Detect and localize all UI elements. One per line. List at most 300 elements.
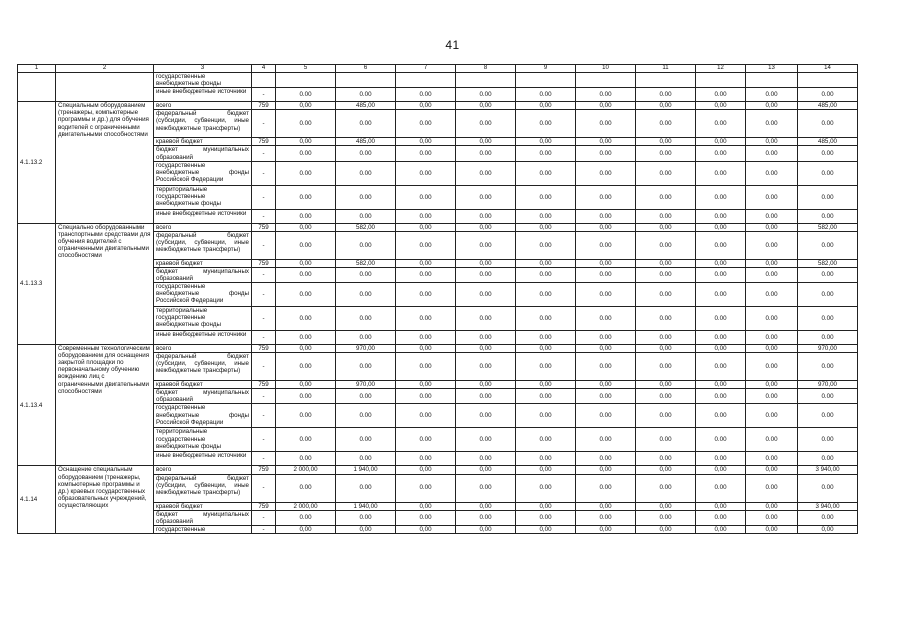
- value-cell-col10: 0.00: [576, 110, 636, 138]
- funding-source-cell: территориальные государственные внебюджетные фонды: [154, 307, 252, 331]
- table-row: [18, 102, 858, 110]
- funding-source-cell: иные внебюджетные источники: [154, 88, 252, 102]
- value-cell-col6: 0.00: [336, 161, 396, 185]
- value-cell-col7: 0.00: [396, 331, 456, 345]
- value-cell-col13: 0.00: [746, 185, 798, 209]
- value-cell-col10: 0.00: [576, 404, 636, 428]
- funding-source-cell: государственные внебюджетные фонды Российской Федерации: [154, 161, 252, 185]
- value-cell-col5: 0.00: [276, 146, 336, 161]
- value-cell-col6: 582,00: [336, 223, 396, 231]
- value-cell-col11: 0,00: [636, 525, 696, 533]
- value-cell-col9: 0.00: [516, 161, 576, 185]
- column-header-13: 13: [746, 65, 798, 73]
- value-cell-col6: 0.00: [336, 88, 396, 102]
- value-cell-col11: 0,00: [636, 102, 696, 110]
- value-cell-col5: 0.00: [276, 428, 336, 452]
- value-cell-col14: 582,00: [798, 259, 858, 267]
- value-cell-col4: -: [252, 452, 276, 466]
- value-cell-col10: 0.00: [576, 389, 636, 404]
- value-cell-col11: 0.00: [636, 404, 696, 428]
- value-cell-col5: 0,00: [276, 259, 336, 267]
- value-cell-col10: 0.00: [576, 307, 636, 331]
- value-cell-col4: -: [252, 404, 276, 428]
- value-cell-col5: 0,00: [276, 525, 336, 533]
- value-cell-col6: 0.00: [336, 267, 396, 282]
- value-cell-col14: 0.00: [798, 404, 858, 428]
- value-cell-col12: 0,00: [696, 381, 746, 389]
- value-cell-col9: 0.00: [516, 209, 576, 223]
- value-cell-col9: 0.00: [516, 474, 576, 502]
- value-cell-col4: -: [252, 474, 276, 502]
- value-cell-col11: 0,00: [636, 259, 696, 267]
- value-cell-col7: 0.00: [396, 185, 456, 209]
- value-cell-col10: 0.00: [576, 474, 636, 502]
- value-cell-col9: 0.00: [516, 146, 576, 161]
- value-cell-col14: 970,00: [798, 345, 858, 353]
- value-cell-col12: 0.00: [696, 389, 746, 404]
- value-cell-col14: 0.00: [798, 283, 858, 307]
- value-cell-col7: 0.00: [396, 267, 456, 282]
- value-cell-col6: [336, 73, 396, 88]
- value-cell-col7: 0.00: [396, 389, 456, 404]
- code-cell: [18, 73, 56, 102]
- value-cell-col6: 582,00: [336, 259, 396, 267]
- value-cell-col13: 0.00: [746, 404, 798, 428]
- value-cell-col7: 0,00: [396, 223, 456, 231]
- item-code-cell: 4.1.13.2: [18, 102, 56, 223]
- column-header-10: 10: [576, 65, 636, 73]
- value-cell-col8: 0.00: [456, 404, 516, 428]
- column-header-2: 2: [56, 65, 154, 73]
- value-cell-col6: 0.00: [336, 283, 396, 307]
- value-cell-col11: 0.00: [636, 110, 696, 138]
- value-cell-col5: [276, 73, 336, 88]
- value-cell-col5: 0.00: [276, 231, 336, 259]
- value-cell-col11: 0.00: [636, 161, 696, 185]
- funding-source-cell: государственные: [154, 525, 252, 533]
- value-cell-col5: 0.00: [276, 88, 336, 102]
- funding-source-cell: всего: [154, 102, 252, 110]
- value-cell-col10: 0,00: [576, 502, 636, 510]
- value-cell-col13: 0.00: [746, 307, 798, 331]
- value-cell-col14: 0.00: [798, 161, 858, 185]
- value-cell-col7: 0,00: [396, 259, 456, 267]
- value-cell-col6: 0.00: [336, 146, 396, 161]
- value-cell-col10: 0,00: [576, 345, 636, 353]
- value-cell-col11: 0.00: [636, 353, 696, 381]
- value-cell-col8: 0.00: [456, 331, 516, 345]
- value-cell-col14: 0.00: [798, 110, 858, 138]
- value-cell-col12: 0.00: [696, 209, 746, 223]
- value-cell-col11: 0.00: [636, 88, 696, 102]
- value-cell-col12: 0.00: [696, 146, 746, 161]
- value-cell-col7: 0,00: [396, 502, 456, 510]
- name-cell: [56, 73, 154, 102]
- column-header-5: 5: [276, 65, 336, 73]
- value-cell-col12: 0.00: [696, 404, 746, 428]
- value-cell-col8: 0.00: [456, 389, 516, 404]
- value-cell-col14: 0.00: [798, 307, 858, 331]
- value-cell-col7: 0,00: [396, 138, 456, 146]
- value-cell-col13: 0.00: [746, 110, 798, 138]
- value-cell-col6: 0.00: [336, 331, 396, 345]
- value-cell-col11: 0.00: [636, 283, 696, 307]
- value-cell-col10: 0,00: [576, 381, 636, 389]
- value-cell-col9: 0.00: [516, 110, 576, 138]
- value-cell-col8: 0.00: [456, 283, 516, 307]
- value-cell-col14: 3 940,00: [798, 466, 858, 474]
- item-name-cell: Специально оборудованными транспортными средствами для обучения водителей с ограниченными двигательными способностями: [56, 223, 154, 344]
- column-header-14: 14: [798, 65, 858, 73]
- value-cell-col5: 0.00: [276, 331, 336, 345]
- value-cell-col4: 759: [252, 502, 276, 510]
- item-code-cell: 4.1.13.4: [18, 345, 56, 466]
- value-cell-col6: 0.00: [336, 474, 396, 502]
- value-cell-col4: 759: [252, 102, 276, 110]
- value-cell-col9: 0,00: [516, 102, 576, 110]
- value-cell-col5: 0.00: [276, 185, 336, 209]
- value-cell-col12: 0.00: [696, 231, 746, 259]
- value-cell-col9: 0.00: [516, 283, 576, 307]
- value-cell-col4: [252, 73, 276, 88]
- value-cell-col10: 0.00: [576, 88, 636, 102]
- value-cell-col8: 0,00: [456, 466, 516, 474]
- funding-source-cell: территориальные государственные внебюджетные фонды: [154, 185, 252, 209]
- value-cell-col14: [798, 73, 858, 88]
- value-cell-col8: 0,00: [456, 102, 516, 110]
- value-cell-col12: [696, 73, 746, 88]
- value-cell-col8: 0.00: [456, 231, 516, 259]
- value-cell-col13: 0.00: [746, 331, 798, 345]
- value-cell-col4: -: [252, 209, 276, 223]
- value-cell-col10: [576, 73, 636, 88]
- value-cell-col6: 1 940,00: [336, 502, 396, 510]
- value-cell-col5: 0.00: [276, 161, 336, 185]
- item-code-cell: 4.1.14: [18, 466, 56, 533]
- value-cell-col10: 0.00: [576, 283, 636, 307]
- value-cell-col11: 0,00: [636, 223, 696, 231]
- value-cell-col14: 0.00: [798, 185, 858, 209]
- value-cell-col13: 0,00: [746, 102, 798, 110]
- value-cell-col12: 0.00: [696, 88, 746, 102]
- value-cell-col4: 759: [252, 259, 276, 267]
- value-cell-col11: 0.00: [636, 428, 696, 452]
- value-cell-col13: 0,00: [746, 466, 798, 474]
- value-cell-col14: 0.00: [798, 353, 858, 381]
- value-cell-col8: 0.00: [456, 428, 516, 452]
- funding-source-cell: иные внебюджетные источники: [154, 452, 252, 466]
- value-cell-col6: 0.00: [336, 231, 396, 259]
- value-cell-col10: 0.00: [576, 452, 636, 466]
- value-cell-col14: 0.00: [798, 331, 858, 345]
- value-cell-col8: [456, 73, 516, 88]
- value-cell-col9: 0,00: [516, 259, 576, 267]
- value-cell-col14: 0.00: [798, 474, 858, 502]
- value-cell-col9: 0.00: [516, 231, 576, 259]
- value-cell-col14: 0.00: [798, 452, 858, 466]
- table-row: [18, 223, 858, 231]
- value-cell-col14: 0,00: [798, 525, 858, 533]
- value-cell-col13: 0.00: [746, 283, 798, 307]
- value-cell-col5: 0,00: [276, 223, 336, 231]
- value-cell-col11: 0.00: [636, 510, 696, 525]
- value-cell-col9: 0,00: [516, 502, 576, 510]
- value-cell-col13: 0.00: [746, 231, 798, 259]
- value-cell-col6: 0,00: [336, 525, 396, 533]
- value-cell-col9: 0.00: [516, 267, 576, 282]
- value-cell-col4: 759: [252, 223, 276, 231]
- value-cell-col14: 0.00: [798, 209, 858, 223]
- value-cell-col4: -: [252, 283, 276, 307]
- value-cell-col14: 3 940,00: [798, 502, 858, 510]
- value-cell-col9: 0.00: [516, 353, 576, 381]
- value-cell-col7: 0.00: [396, 110, 456, 138]
- value-cell-col6: 0.00: [336, 185, 396, 209]
- table-row: [18, 466, 858, 474]
- value-cell-col8: 0.00: [456, 510, 516, 525]
- value-cell-col9: 0.00: [516, 452, 576, 466]
- value-cell-col6: 0.00: [336, 404, 396, 428]
- value-cell-col5: 0,00: [276, 345, 336, 353]
- value-cell-col9: 0.00: [516, 185, 576, 209]
- value-cell-col13: 0.00: [746, 389, 798, 404]
- column-header-11: 11: [636, 65, 696, 73]
- funding-source-cell: иные внебюджетные источники: [154, 331, 252, 345]
- value-cell-col9: 0.00: [516, 510, 576, 525]
- value-cell-col11: 0,00: [636, 138, 696, 146]
- value-cell-col8: 0.00: [456, 474, 516, 502]
- value-cell-col8: 0.00: [456, 110, 516, 138]
- value-cell-col7: 0.00: [396, 88, 456, 102]
- funding-source-cell: краевой бюджет: [154, 502, 252, 510]
- value-cell-col10: 0.00: [576, 428, 636, 452]
- value-cell-col8: 0,00: [456, 525, 516, 533]
- value-cell-col5: 0,00: [276, 138, 336, 146]
- value-cell-col12: 0.00: [696, 161, 746, 185]
- value-cell-col12: 0.00: [696, 283, 746, 307]
- value-cell-col4: -: [252, 231, 276, 259]
- value-cell-col13: [746, 73, 798, 88]
- header-row: [18, 65, 858, 73]
- value-cell-col13: 0,00: [746, 381, 798, 389]
- value-cell-col12: 0,00: [696, 525, 746, 533]
- value-cell-col10: 0.00: [576, 331, 636, 345]
- budget-table: [17, 64, 858, 534]
- value-cell-col10: 0.00: [576, 231, 636, 259]
- value-cell-col11: 0.00: [636, 474, 696, 502]
- value-cell-col12: 0,00: [696, 466, 746, 474]
- value-cell-col8: 0.00: [456, 161, 516, 185]
- funding-source-cell: всего: [154, 223, 252, 231]
- funding-source-cell: территориальные государственные внебюджетные фонды: [154, 428, 252, 452]
- value-cell-col8: 0.00: [456, 307, 516, 331]
- value-cell-col11: 0.00: [636, 389, 696, 404]
- value-cell-col5: 0.00: [276, 404, 336, 428]
- value-cell-col11: 0.00: [636, 452, 696, 466]
- value-cell-col14: 0.00: [798, 428, 858, 452]
- value-cell-col9: 0.00: [516, 428, 576, 452]
- value-cell-col9: 0.00: [516, 389, 576, 404]
- value-cell-col4: -: [252, 110, 276, 138]
- value-cell-col8: 0.00: [456, 185, 516, 209]
- value-cell-col14: 582,00: [798, 223, 858, 231]
- value-cell-col12: 0,00: [696, 259, 746, 267]
- value-cell-col13: 0.00: [746, 452, 798, 466]
- value-cell-col11: 0.00: [636, 185, 696, 209]
- value-cell-col5: 0.00: [276, 110, 336, 138]
- value-cell-col14: 0.00: [798, 267, 858, 282]
- value-cell-col5: 0.00: [276, 267, 336, 282]
- value-cell-col12: 0.00: [696, 510, 746, 525]
- value-cell-col10: 0,00: [576, 466, 636, 474]
- value-cell-col9: 0,00: [516, 138, 576, 146]
- value-cell-col12: 0.00: [696, 185, 746, 209]
- value-cell-col10: 0,00: [576, 525, 636, 533]
- table-row: [18, 345, 858, 353]
- value-cell-col6: 0.00: [336, 452, 396, 466]
- value-cell-col6: 970,00: [336, 381, 396, 389]
- value-cell-col11: 0,00: [636, 345, 696, 353]
- value-cell-col7: 0.00: [396, 353, 456, 381]
- value-cell-col10: 0.00: [576, 267, 636, 282]
- column-header-3: 3: [154, 65, 252, 73]
- funding-source-cell: краевой бюджет: [154, 259, 252, 267]
- column-header-8: 8: [456, 65, 516, 73]
- value-cell-col4: -: [252, 389, 276, 404]
- value-cell-col5: 0.00: [276, 307, 336, 331]
- value-cell-col6: 485,00: [336, 138, 396, 146]
- value-cell-col5: 0.00: [276, 510, 336, 525]
- value-cell-col11: 0,00: [636, 381, 696, 389]
- value-cell-col4: -: [252, 353, 276, 381]
- funding-source-cell: бюджет муниципальных образований: [154, 389, 252, 404]
- page-number: 41: [445, 38, 460, 52]
- value-cell-col14: 485,00: [798, 138, 858, 146]
- value-cell-col9: 0,00: [516, 525, 576, 533]
- value-cell-col9: 0,00: [516, 345, 576, 353]
- funding-source-cell: федеральный бюджет (субсидии, субвенции, иные межбюджетные трансферты): [154, 110, 252, 138]
- funding-source-cell: всего: [154, 466, 252, 474]
- value-cell-col4: 759: [252, 138, 276, 146]
- value-cell-col7: 0,00: [396, 525, 456, 533]
- value-cell-col7: 0.00: [396, 474, 456, 502]
- item-name-cell: Специальным оборудованием (тренажеры, компьютерные программы и др.) для обучения водителей с ограниченными двигательными способностями: [56, 102, 154, 223]
- value-cell-col8: 0,00: [456, 381, 516, 389]
- value-cell-col7: 0.00: [396, 307, 456, 331]
- column-header-6: 6: [336, 65, 396, 73]
- value-cell-col4: -: [252, 161, 276, 185]
- value-cell-col13: 0.00: [746, 510, 798, 525]
- value-cell-col6: 0.00: [336, 209, 396, 223]
- value-cell-col4: -: [252, 428, 276, 452]
- value-cell-col10: 0,00: [576, 259, 636, 267]
- value-cell-col11: 0.00: [636, 209, 696, 223]
- value-cell-col13: 0.00: [746, 146, 798, 161]
- funding-source-cell: иные внебюджетные источники: [154, 209, 252, 223]
- value-cell-col7: [396, 73, 456, 88]
- value-cell-col7: 0,00: [396, 466, 456, 474]
- value-cell-col5: 2 000,00: [276, 502, 336, 510]
- column-header-7: 7: [396, 65, 456, 73]
- value-cell-col6: 0.00: [336, 110, 396, 138]
- column-header-1: 1: [18, 65, 56, 73]
- value-cell-col12: 0,00: [696, 345, 746, 353]
- value-cell-col13: 0,00: [746, 138, 798, 146]
- value-cell-col12: 0.00: [696, 110, 746, 138]
- value-cell-col6: 0.00: [336, 353, 396, 381]
- funding-source-cell: федеральный бюджет (субсидии, субвенции, иные межбюджетные трансферты): [154, 231, 252, 259]
- funding-source-cell: государственные внебюджетные фонды: [154, 73, 252, 88]
- value-cell-col5: 0.00: [276, 353, 336, 381]
- value-cell-col4: 759: [252, 466, 276, 474]
- value-cell-col14: 970,00: [798, 381, 858, 389]
- value-cell-col5: 0.00: [276, 452, 336, 466]
- value-cell-col7: 0,00: [396, 102, 456, 110]
- value-cell-col11: 0.00: [636, 267, 696, 282]
- value-cell-col4: -: [252, 88, 276, 102]
- value-cell-col6: 485,00: [336, 102, 396, 110]
- value-cell-col13: 0,00: [746, 259, 798, 267]
- value-cell-col13: 0,00: [746, 223, 798, 231]
- value-cell-col12: 0.00: [696, 307, 746, 331]
- value-cell-col14: 0.00: [798, 510, 858, 525]
- value-cell-col7: 0.00: [396, 209, 456, 223]
- value-cell-col11: 0.00: [636, 146, 696, 161]
- value-cell-col7: 0,00: [396, 345, 456, 353]
- value-cell-col4: -: [252, 525, 276, 533]
- value-cell-col10: 0,00: [576, 223, 636, 231]
- value-cell-col12: 0.00: [696, 353, 746, 381]
- value-cell-col8: 0,00: [456, 223, 516, 231]
- value-cell-col13: 0.00: [746, 267, 798, 282]
- value-cell-col8: 0.00: [456, 452, 516, 466]
- value-cell-col9: 0.00: [516, 88, 576, 102]
- value-cell-col13: 0.00: [746, 353, 798, 381]
- column-header-4: 4: [252, 65, 276, 73]
- value-cell-col7: 0.00: [396, 510, 456, 525]
- value-cell-col7: 0.00: [396, 283, 456, 307]
- value-cell-col12: 0.00: [696, 474, 746, 502]
- value-cell-col9: 0.00: [516, 404, 576, 428]
- item-code-cell: 4.1.13.3: [18, 223, 56, 344]
- value-cell-col5: 0,00: [276, 102, 336, 110]
- value-cell-col5: 0.00: [276, 283, 336, 307]
- value-cell-col8: 0,00: [456, 259, 516, 267]
- value-cell-col5: 0,00: [276, 381, 336, 389]
- value-cell-col14: 0.00: [798, 231, 858, 259]
- column-header-9: 9: [516, 65, 576, 73]
- value-cell-col6: 0.00: [336, 428, 396, 452]
- value-cell-col8: 0.00: [456, 88, 516, 102]
- value-cell-col14: 0.00: [798, 389, 858, 404]
- value-cell-col14: 0.00: [798, 146, 858, 161]
- value-cell-col9: 0,00: [516, 381, 576, 389]
- item-name-cell: Оснащение специальным оборудованием (тренажеры, компьютерные программы и др.) краевых государственных образовательных учреждений, осуществляющих: [56, 466, 154, 533]
- value-cell-col8: 0.00: [456, 267, 516, 282]
- value-cell-col11: 0.00: [636, 231, 696, 259]
- funding-source-cell: бюджет муниципальных образований: [154, 267, 252, 282]
- value-cell-col12: 0,00: [696, 223, 746, 231]
- value-cell-col12: 0,00: [696, 138, 746, 146]
- value-cell-col9: 0,00: [516, 466, 576, 474]
- funding-source-cell: всего: [154, 345, 252, 353]
- value-cell-col10: 0.00: [576, 510, 636, 525]
- funding-source-cell: краевой бюджет: [154, 381, 252, 389]
- value-cell-col12: 0.00: [696, 267, 746, 282]
- table-row: [18, 73, 858, 88]
- value-cell-col11: 0,00: [636, 502, 696, 510]
- value-cell-col10: 0,00: [576, 102, 636, 110]
